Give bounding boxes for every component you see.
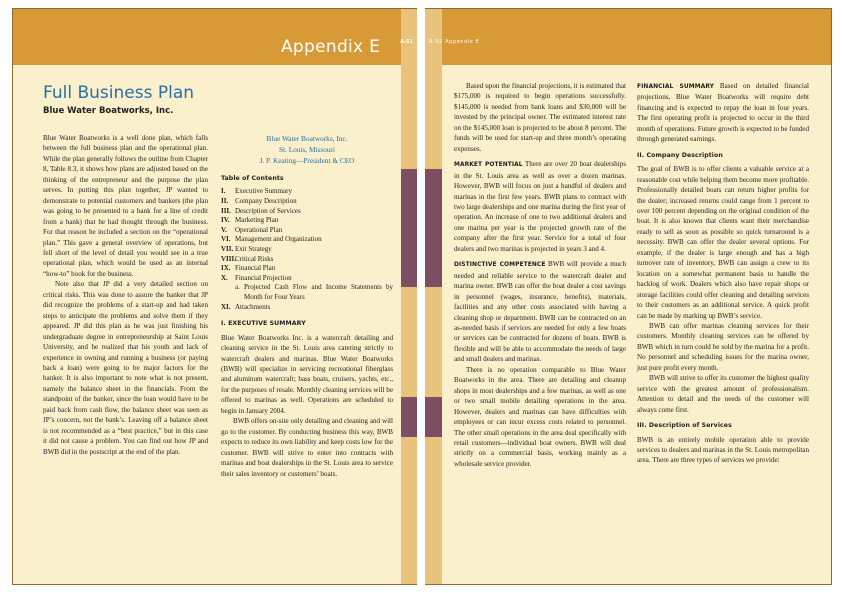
company-description-heading: II. Company Description (637, 151, 723, 159)
toc-item: III. Description of Services (221, 206, 301, 215)
document-title: Full Business Plan (43, 83, 195, 103)
executive-summary-heading: I. EXECUTIVE SUMMARY (221, 320, 306, 328)
company-name: Blue Water Boatworks, Inc. (266, 134, 348, 143)
page-edge-strip-left (401, 9, 417, 585)
page-number-right: A-52 Appendix E (429, 39, 480, 45)
financial-summary-label: FINANCIAL SUMMARY (637, 84, 715, 90)
page-number-left: A-51 (400, 39, 413, 45)
toc-heading: Table of Contents (221, 175, 284, 182)
company-description-paragraph: BWB can offer marinas cleaning services for their customers. Monthly cleaning services can be offered by BWB which in turn could be sold by the marina for a profit. No personnel and scheduling issues for the marina owner, just pure profit every month. (637, 321, 809, 372)
chapter-tab-right-2 (425, 397, 442, 437)
company-person: J. P. Keating—President & CEO (259, 156, 355, 165)
market-potential-label: MARKET POTENTIAL (454, 162, 523, 169)
distinctive-competence-label: DISTINCTIVE COMPETENCE (454, 262, 546, 269)
distinctive-competence-paragraph: DISTINCTIVE COMPETENCE BWB will provide a much needed and reliable service to the watercraft dealer and marina owner. BWB can offer the boat dealer a cost savings in personnel (wages, insurance, benefits), materials, facilities and any other costs associated with having a cleaning shop or department. BWB can be contracted on an as-needed basis if services are needed for only a few boats or services can be contracted for dozens of boats. BWB is flexible and will be able to accommodate the needs of large and small dealers and marinas. (454, 260, 627, 364)
market-potential-paragraph: MARKET POTENTIAL There are over 20 boat dealerships in the St. Louis area as well as over a dozen marinas. However, BWB will focus on just a handful of dealers and marinas in the first few years. BWB plans to contract with two large dealerships and one marina during the first year of operation. An increase of one to two additional dealers and one marina per year is the projected growth rate of the company after the first year. Service for a total of four dealers and two marinas is projected in years 3 and 4. (454, 160, 626, 253)
toc-item: V. Operational Plan (221, 225, 283, 234)
left-column-2 (221, 133, 393, 479)
company-description-paragraph: BWB will strive to offer its customer the highest quality service with the greatest amount of professionalism. Attention to detail and the needs of the customer will always come first. (637, 374, 809, 414)
chapter-tab-left-2 (401, 397, 417, 437)
company-description-paragraph: The goal of BWB is to offer clients a valuable service at a reasonable cost while helping them become more profitable. Professionally detailed boats can return higher profits for the dealer; increased returns could range from 1 percent to over 100 percent depending on the original condition of the boat. It is also known that clients want their merchandise ready to sell as soon as possible so quick turnaround is a necessity. BWB can offer the dealer several options. For example, if the dealer is large enough and has a high turnover rate of inventory, BWB can assign a crew to its location on a somewhat permanent basis to handle the backlog of work. Dealers which also have repair shops or storage facilities could offer cleaning and detailing services to their customers as an additional service. A quick profit can be made by marking up BWB’s service. (637, 165, 809, 320)
intro-paragraph: Blue Water Boatworks is a well done plan, which falls between the full business plan and the operational plan. While the plan generally follows the outline from Chapter 8, Table 8.3, it shows how plans are adjusted based on the thinking of the entrepreneur and the purpose the plan serves. In putting this plan together, JP wanted to demonstrate to potential customers and bankers (the plan was going to be presented to a bank for a line of credit from a bank) that he had thought through the business. For that reason he included a section on the “operational plan.” This gave a general overview of operations, but fell short of the level of detail you would see in a true operational plan, which would be used as an internal “how-to” book for the business. (43, 134, 208, 278)
toc-item: II. Company Description (221, 197, 297, 206)
comparable-paragraph: There is no operation comparable to Blue Water Boatworks in the area. There are detailing and cleanup shops in most dealerships and a few marinas, as well as one or two small mobile detailing operations in the area. However, dealers and marinas can have difficulties with employees or can incur excess costs related to personnel. The other small operations in the area deal specifically with retail customers—individual boat owners. BWB will deal strictly on a commercial basis, working mainly as a wholesale service provider. (454, 365, 626, 468)
toc-item: X. Financial Projection (221, 273, 292, 282)
right-column-2 (637, 81, 809, 466)
table-of-contents (221, 187, 393, 312)
services-heading: III. Description of Services (637, 422, 732, 430)
company-city: St. Louis, Missouri (279, 145, 335, 154)
chapter-tab-left (401, 169, 417, 287)
executive-summary-paragraph: Blue Water Boatworks Inc. is a watercraft detailing and cleaning service in the St. Louis area catering strictly to watercraft dealers and marinas. Blue Water Boatworks (BWB) will specialize in servicing recreational fiberglass and aluminum watercraft; bass boats, cruisers, yachts, etc., for the purposes of resale. Monthly cleaning services will be offered to marinas as well. Operations are scheduled to begin in January 2004. (221, 333, 393, 415)
right-column-1 (454, 81, 626, 469)
document-subtitle: Blue Water Boatworks, Inc. (43, 106, 174, 116)
funding-paragraph: Based upon the financial projections, it is estimated that $175,000 is required to begin operations successfully. $145,000 is needed from bank loans and $30,000 will be invested by the principal owner. The estimated interest rate on the $145,000 loan is projected to be about 8 percent. The funds will be used for start-up and three month’s operating expenses. (454, 82, 626, 153)
appendix-title: Appendix E (281, 37, 381, 57)
toc-subitem: a. Projected Cash Flow and Income Statements by Month for Four Years (235, 283, 393, 301)
intro-paragraph: Note also that JP did a very detailed section on critical risks. This was done to assure the banker that JP did recognize the problems of a start-up and had taken steps to anticipate the problems and solve them if they appeared. JP did this plan as he was just finishing his undergraduate degree in entrepreneurship at Saint Louis University, and he realized that his youth and lack of experience in owning and running a business (or paying back a loan) were going to be major factors for the banker. It is also important to note what is not present, namely the balance sheet in the financials. From the standpoint of the banker, since the loan would have to be paid back from cash flow, the balance sheet was seen as JP’s concern, not the bank’s. Leaving off a balance sheet is not recommended as a “best practice,” but in this case it did not cause a problem. You can find out how JP and BWB did in the postscript at the end of the plan. (43, 280, 208, 456)
company-block (221, 133, 393, 166)
toc-item: IX. Financial Plan (221, 264, 276, 273)
page-edge-strip-right (425, 9, 442, 585)
toc-item: IV. Marketing Plan (221, 216, 279, 225)
chapter-tab-right (425, 169, 442, 287)
toc-item: XI. Attachments (221, 302, 271, 311)
left-column-1 (43, 133, 208, 457)
header-band-right (442, 9, 832, 65)
services-paragraph: BWB is an entirely mobile operation able to provide services to dealers and marinas in the St. Louis metropolitan area. There are three types of services we provide: (637, 435, 809, 465)
toc-item: VIII. Critical Risks (221, 254, 274, 263)
left-page (12, 8, 417, 585)
right-page (425, 8, 832, 585)
executive-summary-paragraph: BWB offers on-site only detailing and cleaning and will go to the customer. By conducting business this way, BWB expects to reduce its own liability and keep costs low for the customer. BWB will strive to enter into contracts with marinas and boat dealerships in the St. Louis area to service their sales inventory or customers’ boats. (221, 417, 393, 478)
toc-item: VI. Management and Organization (221, 235, 322, 244)
toc-item: VII. Exit Strategy (221, 245, 272, 254)
toc-item: I. Executive Summary (221, 187, 292, 196)
financial-summary-paragraph: FINANCIAL SUMMARY Based on detailed financial projections, Blue Water Boatworks will require debt financing and is expected to repay the loan in four years. The first operating profit is projected to occur in the third month of operations. Future growth is expected to be funded through generated earnings. (637, 82, 809, 144)
